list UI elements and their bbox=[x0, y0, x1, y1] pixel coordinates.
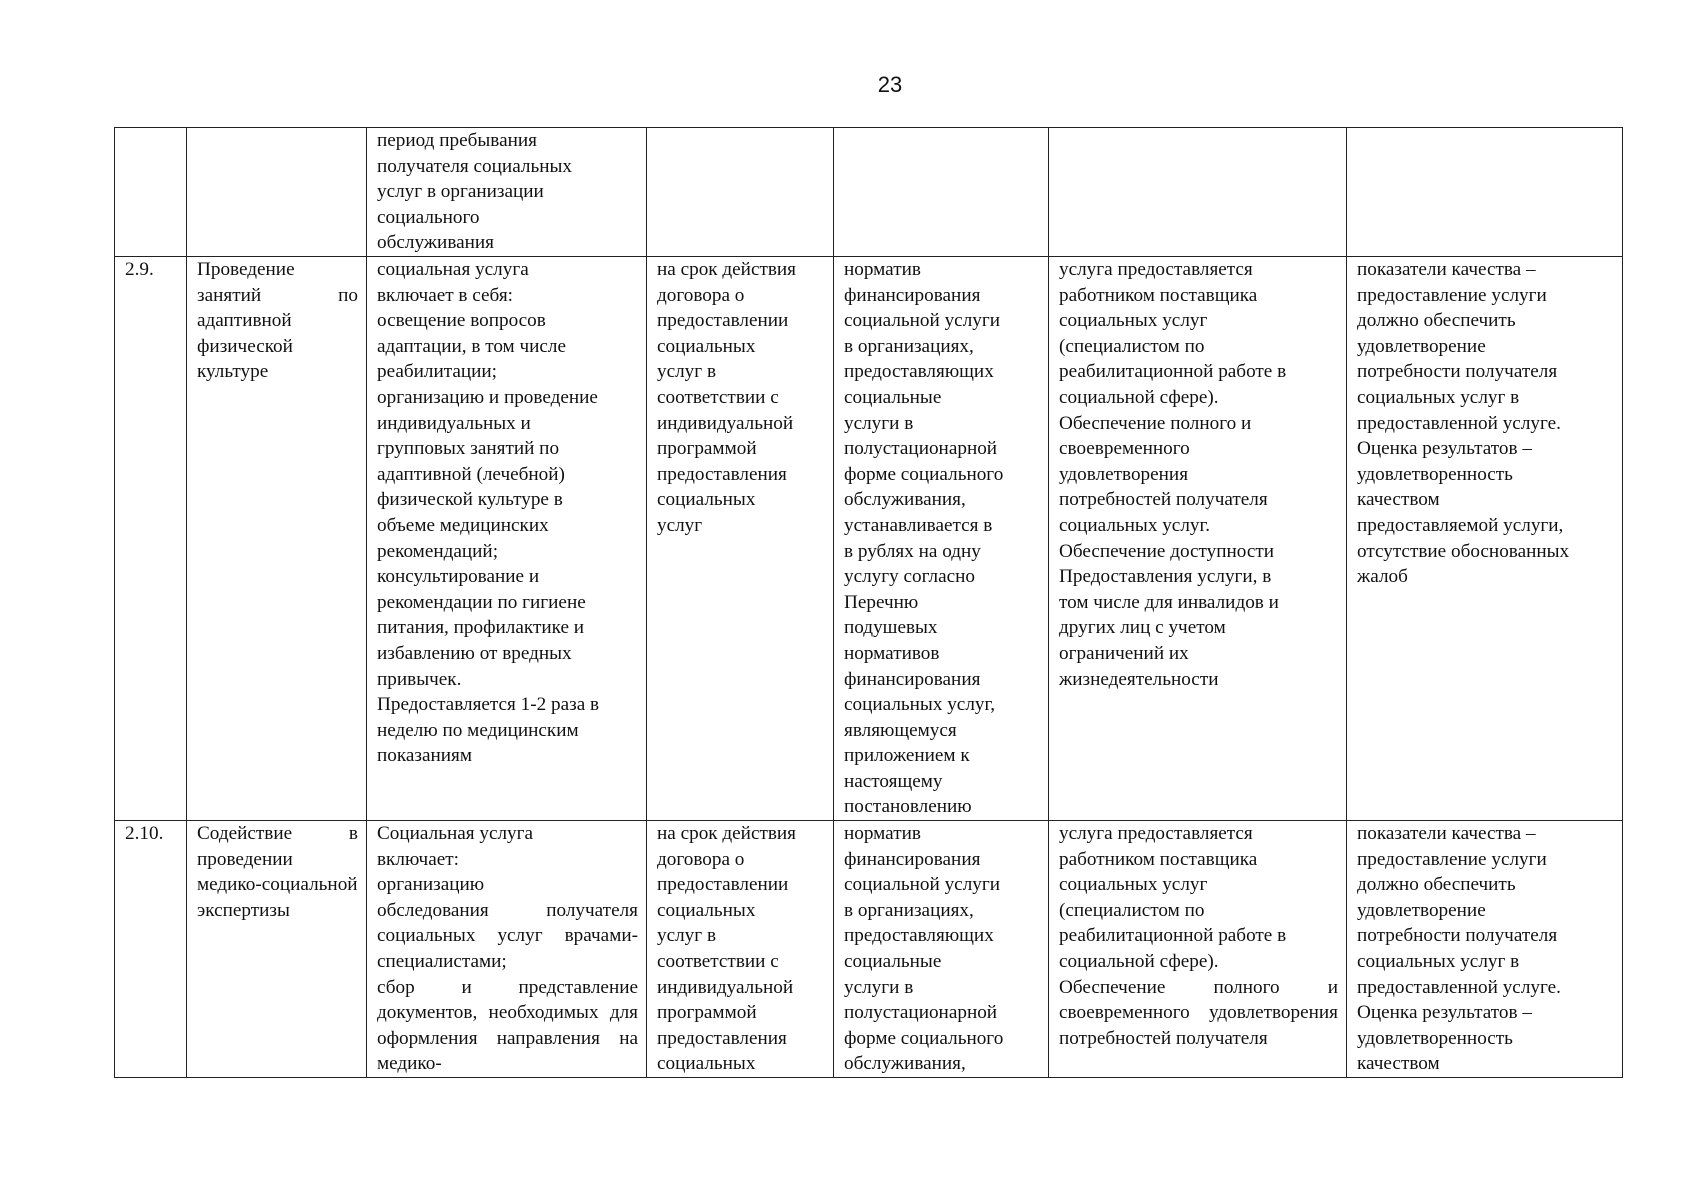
services-table bbox=[114, 127, 1623, 1078]
row-number: 2.9. bbox=[115, 257, 187, 821]
service-content: Социальная услуга включает: организацию обследования получателя социальных услуг врачами-специалистами; сбор и представление документов, необходимых для оформления направления на медико- bbox=[367, 821, 647, 1078]
service-content: период пребывания получателя социальных услуг в организации социального обслуживания bbox=[367, 128, 647, 257]
table-row bbox=[115, 821, 1623, 1078]
row-number bbox=[115, 128, 187, 257]
service-name bbox=[187, 128, 367, 257]
service-content: социальная услуга включает в себя: освещение вопросов адаптации, в том числе реабилитации; организацию и проведение индивидуальных и групповых занятий по адаптивной (лечебной) физической культуре в объеме медицинских рекомендаций; консультирование и рекомендации по гигиене питания, профилактике и избавлению от вредных привычек. Предоставляется 1-2 раза в неделю по медицинским показаниям bbox=[367, 257, 647, 821]
service-term: на срок действия договора о предоставлении социальных услуг в соответствии с индивидуальной программой предоставления социальных услуг bbox=[647, 257, 834, 821]
service-quality bbox=[1347, 128, 1623, 257]
service-name: Содействие в проведении медико-социальной экспертизы bbox=[187, 821, 367, 1078]
service-norm bbox=[834, 128, 1049, 257]
service-quality: показатели качества – предоставление услуги должно обеспечить удовлетворение потребности получателя социальных услуг в предоставленной услуге. Оценка результатов – удовлетворенность качеством предоставляемой услуги, отсутствие обоснованных жалоб bbox=[1347, 257, 1623, 821]
service-quality: показатели качества – предоставление услуги должно обеспечить удовлетворение потребности получателя социальных услуг в предоставленной услуге. Оценка результатов – удовлетворенность качеством bbox=[1347, 821, 1623, 1078]
service-conditions: услуга предоставляется работником поставщика социальных услуг (специалистом по реабилитационной работе в социальной сфере). Обеспечение полного и своевременного удовлетворения потребностей получателя bbox=[1049, 821, 1347, 1078]
service-norm: норматив финансирования социальной услуги в организациях, предоставляющих социальные услуги в полустационарной форме социального обслуживания, bbox=[834, 821, 1049, 1078]
service-conditions bbox=[1049, 128, 1347, 257]
table-row bbox=[115, 128, 1623, 257]
table-row bbox=[115, 257, 1623, 821]
service-conditions: услуга предоставляется работником поставщика социальных услуг (специалистом по реабилитационной работе в социальной сфере). Обеспечение полного и своевременного удовлетворения потребностей получателя социальных услуг. Обеспечение доступности Предоставления услуги, в том числе для инвалидов и других лиц с учетом ограничений их жизнедеятельности bbox=[1049, 257, 1347, 821]
service-term: на срок действия договора о предоставлении социальных услуг в соответствии с индивидуальной программой предоставления социальных bbox=[647, 821, 834, 1078]
service-norm: норматив финансирования социальной услуги в организациях, предоставляющих социальные услуги в полустационарной форме социального обслуживания, устанавливается в в рублях на одну услугу согласно Перечню подушевых нормативов финансирования социальных услуг, являющемуся приложением к настоящему постановлению bbox=[834, 257, 1049, 821]
page-number: 23 bbox=[877, 72, 903, 97]
service-name: Проведение занятий по адаптивной физической культуре bbox=[187, 257, 367, 821]
row-number: 2.10. bbox=[115, 821, 187, 1078]
service-term bbox=[647, 128, 834, 257]
